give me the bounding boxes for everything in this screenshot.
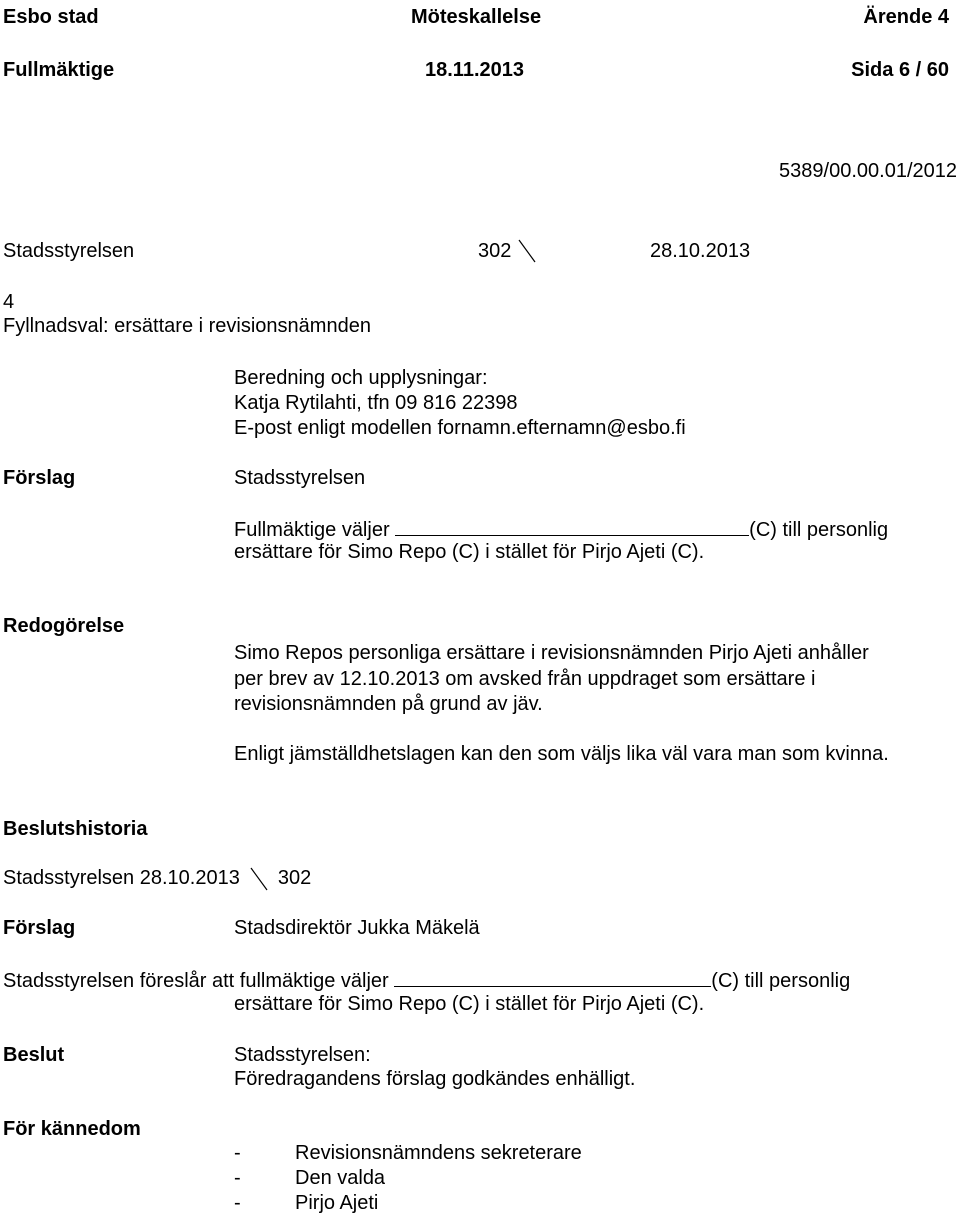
proposal-label: Förslag — [3, 467, 76, 489]
history-meeting-line — [3, 865, 311, 891]
header-item: Ärende 4 — [863, 6, 949, 28]
proposal-presenter: Stadsstyrelsen — [234, 467, 366, 489]
history-proposal-label: Förslag — [3, 917, 76, 939]
decision-label: Beslut — [3, 1044, 65, 1066]
history-proposal-after: (C) till personlig — [711, 970, 851, 992]
notice-item-dash: - — [234, 1167, 241, 1189]
history-proposal-text — [3, 966, 850, 994]
history-blank-line — [394, 966, 711, 987]
header-org: Esbo stad — [3, 6, 99, 28]
notice-item — [234, 1190, 378, 1216]
reference-number: 5389/00.00.01/2012 — [779, 160, 957, 182]
notice-item-text: Den valda — [295, 1167, 386, 1189]
notice-item — [234, 1165, 385, 1191]
report-line3: revisionsnämnden på grund av jäv. — [234, 693, 543, 715]
notice-item-text: Pirjo Ajeti — [295, 1192, 379, 1214]
history-meeting-number: 302 — [277, 867, 312, 889]
report-line1: Simo Repos personliga ersättare i revisionsnämnden Pirjo Ajeti anhåller — [234, 642, 869, 664]
history-proposal-before: Stadsstyrelsen föreslår att fullmäktige väljer — [3, 970, 389, 992]
report-label: Redogörelse — [3, 615, 125, 637]
history-proposal-line2: ersättare för Simo Repo (C) i stället för Pirjo Ajeti (C). — [234, 993, 705, 1015]
preparation-email: E-post enligt modellen fornamn.efternamn@esbo.fi — [234, 417, 686, 439]
notice-label: För kännedom — [3, 1118, 141, 1140]
proposal-text-line2: ersättare för Simo Repo (C) i stället för Pirjo Ajeti (C). — [234, 541, 705, 563]
notice-item-dash: - — [234, 1142, 241, 1164]
history-meeting-date: Stadsstyrelsen 28.10.2013 — [3, 867, 240, 889]
proposal-blank-line — [395, 515, 749, 536]
header-body: Fullmäktige — [3, 59, 115, 81]
meeting-date: 28.10.2013 — [650, 240, 751, 262]
header-doc-type: Möteskallelse — [411, 6, 542, 28]
report-line2: per brev av 12.10.2013 om avsked från uppdraget som ersättare i — [234, 668, 816, 690]
separator-stroke — [516, 238, 538, 264]
decision-body: Stadsstyrelsen: — [234, 1044, 371, 1066]
history-heading: Beslutshistoria — [3, 818, 148, 840]
header-date: 18.11.2013 — [425, 59, 524, 81]
history-proposal-presenter: Stadsdirektör Jukka Mäkelä — [234, 917, 480, 939]
item-title: Fyllnadsval: ersättare i revisionsnämnden — [3, 315, 371, 337]
notice-item — [234, 1140, 582, 1166]
preparation-contact: Katja Rytilahti, tfn 09 816 22398 — [234, 392, 518, 414]
meeting-body: Stadsstyrelsen — [3, 240, 135, 262]
history-separator-stroke — [248, 866, 270, 892]
header-page: Sida 6 / 60 — [851, 59, 949, 81]
proposal-text-after: (C) till personlig — [749, 519, 889, 541]
report-equality-note: Enligt jämställdhetslagen kan den som väljs lika väl vara man som kvinna. — [234, 743, 889, 765]
item-number: 4 — [3, 291, 15, 313]
notice-item-dash: - — [234, 1192, 241, 1214]
meeting-number: 302 — [478, 240, 512, 262]
preparation-heading: Beredning och upplysningar: — [234, 367, 488, 389]
notice-item-text: Revisionsnämndens sekreterare — [295, 1142, 582, 1164]
proposal-text-before: Fullmäktige väljer — [234, 519, 390, 541]
decision-text: Föredragandens förslag godkändes enhälligt. — [234, 1068, 636, 1090]
